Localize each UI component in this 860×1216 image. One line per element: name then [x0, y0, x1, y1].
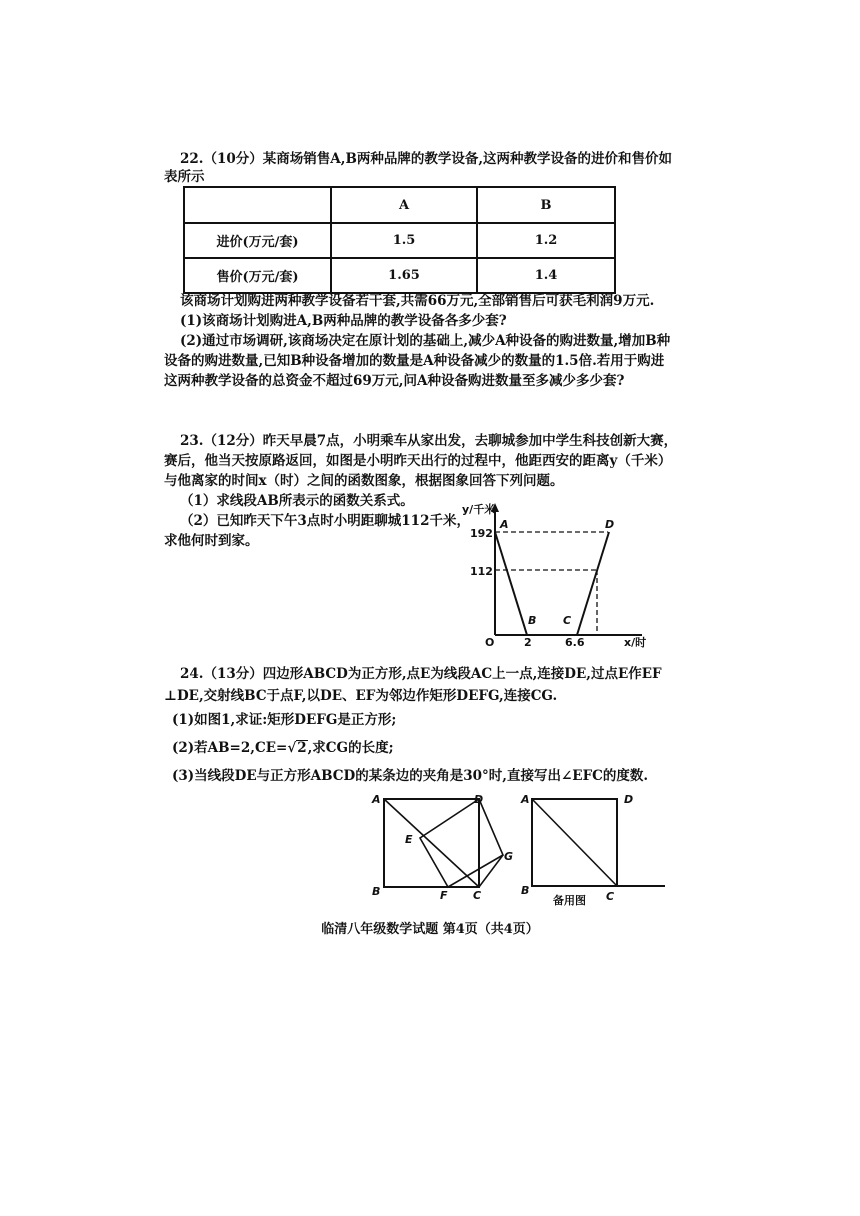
table-cell: 1.5 [331, 223, 477, 258]
segment-cd [577, 532, 609, 635]
fig1-label-b: B [372, 885, 381, 898]
fig2-label-d: D [624, 793, 634, 806]
point-a-label: A [500, 518, 509, 531]
q23-line4: （1）求线段AB所表示的函数关系式。 [180, 493, 414, 509]
q24-line1: 24.（13分）四边形ABCD为正方形,点E为线段AC上一点,连接DE,过点E作EF [180, 666, 662, 682]
q24-line2: ⊥DE,交射线BC于点F,以DE、EF为邻边作矩形DEFG,连接CG. [164, 688, 558, 704]
fig1-label-g: G [504, 850, 514, 863]
table-cell: 进价(万元/套) [184, 223, 331, 258]
y-tick-112: 112 [470, 565, 493, 578]
y-axis-label: y/千米 [462, 503, 496, 516]
q24-line4-part1: (2)若AB=2,CE= [172, 740, 288, 756]
y-tick-192: 192 [470, 527, 493, 540]
distance-time-graph [462, 502, 646, 649]
q23-line6: 求他何时到家。 [164, 533, 259, 549]
point-c-label: C [563, 614, 572, 627]
table-cell: 1.65 [331, 258, 477, 293]
x-axis-label: x/时 [624, 636, 647, 649]
q22-line6: 设备的购进数量,已知B种设备增加的数量是A种设备减少的数量的1.5倍.若用于购进 [164, 353, 665, 369]
figure-2 [520, 793, 665, 907]
fig1-label-f: F [440, 889, 448, 902]
x-tick-6.6: 6.6 [565, 636, 585, 649]
fig2-label-a: A [521, 793, 530, 806]
fig1-label-e: E [405, 833, 413, 846]
sqrt-radicand: 2 [297, 740, 307, 756]
q24-line5: (3)当线段DE与正方形ABCD的某条边的夹角是30°时,直接写出∠EFC的度数. [172, 768, 649, 784]
q22-line5: (2)通过市场调研,该商场决定在原计划的基础上,减少A种设备的购进数量,增加B种 [180, 333, 671, 349]
table-cell: 1.2 [477, 223, 615, 258]
q22-line4: (1)该商场计划购进A,B两种品牌的教学设备各多少套? [180, 313, 507, 329]
sqrt-symbol: √ [287, 740, 297, 756]
fig2-caption: 备用图 [553, 894, 586, 907]
q23-line5: （2）已知昨天下午3点时小明距聊城112千米， [180, 513, 470, 529]
table-cell: 售价(万元/套) [184, 258, 331, 293]
q23-line1: 23.（12分）昨天早晨7点，小明乘车从家出发，去聊城参加中学生科技创新大赛， [180, 433, 678, 449]
fig1-label-c: C [473, 889, 482, 902]
table-cell: 1.4 [477, 258, 615, 293]
origin-label: O [485, 636, 495, 649]
fig2-label-b: B [521, 884, 530, 897]
q22-line2: 表所示 [164, 169, 205, 185]
fig1-label-a: A [372, 793, 381, 806]
segment-ab [495, 532, 527, 635]
q22-line1: 22.（10分）某商场销售A,B两种品牌的教学设备,这两种教学设备的进价和售价如 [180, 151, 673, 167]
point-b-label: B [528, 614, 537, 627]
point-d-label: D [605, 518, 615, 531]
table-cell: A [331, 187, 477, 223]
diagonal-ac-spare [532, 799, 617, 886]
fig2-label-c: C [606, 890, 615, 903]
figure-1 [371, 793, 513, 902]
fig1-label-d: D [474, 793, 484, 806]
q22-line7: 这两种教学设备的总资金不超过69万元,问A种设备购进数量至多减少多少套? [164, 373, 625, 389]
q23-line3: 与他离家的时间x（时）之间的函数图象，根据图象回答下列问题。 [164, 473, 564, 489]
q24-line3: (1)如图1,求证:矩形DEFG是正方形; [172, 712, 397, 728]
x-tick-2: 2 [524, 636, 532, 649]
q23-line2: 赛后，他当天按原路返回，如图是小明昨天出行的过程中，他距西安的距离y（千米） [164, 453, 672, 469]
q24-line4 [172, 739, 394, 757]
page-footer: 临清八年级数学试题 第4页（共4页） [321, 922, 539, 937]
diagonal-ac [384, 799, 479, 887]
table-cell: B [477, 187, 615, 223]
segment-cg [479, 855, 503, 887]
q24-line4-part2: ,求CG的长度; [307, 740, 394, 756]
q22-line3: 该商场计划购进两种教学设备若干套,共需66万元,全部销售后可获毛利润9万元. [180, 293, 655, 309]
